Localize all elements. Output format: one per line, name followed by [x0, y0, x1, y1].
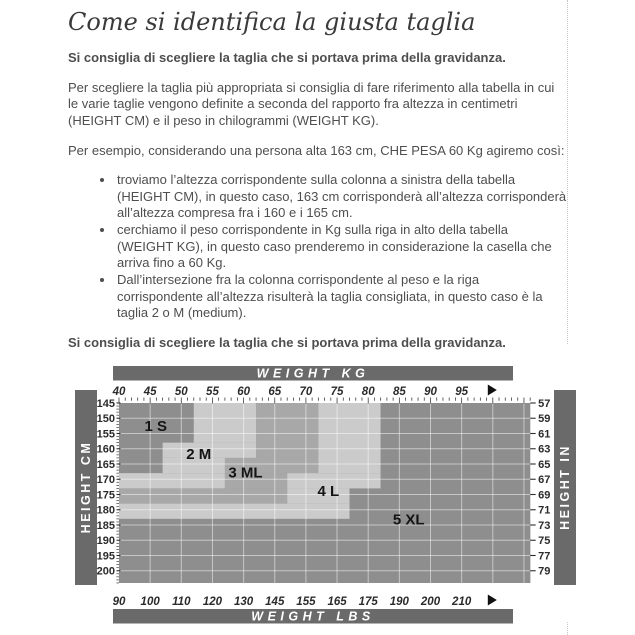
size-label-4L: 4 L: [317, 482, 340, 500]
height-in-tick-label: 69: [538, 489, 551, 502]
size-region-2M: [194, 403, 256, 443]
height-in-tick-label: 57: [538, 397, 551, 410]
weight-lbs-tick-label: 155: [296, 596, 316, 608]
height-cm-tick-label: 200: [96, 565, 115, 578]
intro-paragraph: Per scegliere la taglia più appropriata si consiglia di fare riferimento alla tabella in cui le varie taglie vengono definite a seconda del rapporto fra altezza in centimetri (HEIGHT CM) e il peso in chilogrammi (WEIGHT KG).: [68, 79, 555, 128]
weight-lbs-tick-label: 165: [327, 596, 347, 608]
height-in-tick-label: 75: [538, 535, 551, 548]
weight-kg-tick-label: 40: [112, 386, 126, 398]
list-item: • cerchiamo il peso corrispondente in Kg sulla riga in alto della tabella (WEIGHT KG), in questo caso prenderemo in considerazione la casella che arriva fino a 60 Kg.: [115, 222, 567, 272]
page-title: Come si identifica la giusta taglia: [68, 8, 476, 36]
height-in-tick-label: 71: [538, 504, 551, 517]
weight-lbs-tick-label: 100: [140, 596, 160, 608]
size-region-1S: [119, 443, 163, 474]
weight-kg-tick-label: 60: [237, 386, 250, 398]
height-in-tick-label: 59: [538, 413, 551, 426]
height-in-tick-label: 79: [538, 565, 551, 578]
arrow-right-icon: [488, 385, 497, 396]
size-region-4L: [318, 403, 380, 473]
height-cm-side-label: HEIGHT CM: [79, 440, 93, 534]
size-label-2M: 2 M: [186, 446, 212, 464]
height-in-side-label: HEIGHT IN: [558, 444, 572, 530]
size-chart-svg: [70, 360, 582, 632]
weight-lbs-tick-label: 175: [358, 596, 378, 608]
height-in-tick-label: 67: [538, 474, 551, 487]
height-in-tick-label: 77: [538, 550, 551, 563]
weight-lbs-tick-label: 110: [172, 596, 191, 608]
size-region-3ML: [256, 403, 318, 458]
height-cm-tick-label: 155: [96, 428, 115, 441]
example-paragraph: Per esempio, considerando una persona alta 163 cm, CHE PESA 60 Kg agiremo così:: [68, 142, 565, 158]
weight-kg-tick-label: 90: [424, 386, 437, 398]
height-cm-tick-label: 195: [96, 550, 115, 563]
weight-lbs-tick-label: 130: [234, 596, 254, 608]
weight-kg-header-label: WEIGHT KG: [256, 366, 370, 381]
height-cm-tick-label: 190: [96, 535, 115, 548]
size-label-5XL: 5 XL: [392, 511, 425, 529]
height-cm-tick-label: 145: [96, 397, 115, 410]
text-column: [68, 4, 567, 364]
weight-lbs-tick-label: 120: [202, 596, 223, 608]
height-cm-tick-label: 160: [96, 443, 115, 456]
advice-paragraph-repeat: Si consiglia di scegliere la taglia che si portava prima della gravidanza.: [68, 334, 506, 350]
weight-lbs-tick-label: 210: [452, 596, 472, 608]
weight-kg-tick-label: 65: [268, 386, 282, 398]
weight-kg-tick-label: 50: [174, 386, 188, 398]
list-item: • Dall’intersezione fra la colonna corrispondente al peso e la riga corrispondente all’altezza risulterà la taglia consigliata, in questo caso è la taglia 2 o M (medium).: [115, 272, 567, 322]
height-cm-tick-label: 170: [96, 474, 115, 487]
instruction-list: [68, 172, 567, 322]
arrow-right-icon: [488, 595, 497, 606]
size-region-2M: [119, 473, 225, 488]
weight-lbs-tick-label: 190: [389, 596, 409, 608]
weight-kg-tick-label: 45: [143, 386, 157, 398]
weight-lbs-tick-label: 145: [265, 596, 285, 608]
height-cm-tick-label: 180: [96, 504, 115, 517]
height-cm-tick-label: 185: [96, 519, 115, 532]
weight-kg-tick-label: 70: [299, 386, 313, 398]
weight-kg-tick-label: 80: [361, 386, 375, 398]
size-region-5XL: [119, 519, 530, 583]
weight-kg-tick-label: 75: [330, 386, 344, 398]
height-cm-tick-label: 175: [96, 489, 115, 502]
weight-kg-tick-label: 85: [392, 386, 406, 398]
list-item: • troviamo l’altezza corrispondente sulla colonna a sinistra della tabella (HEIGHT CM), in questo caso, 163 cm corrisponderà all’altezza corrisponderà all’altezza compresa fra i 160 e i 165 cm.: [115, 172, 567, 222]
height-in-tick-label: 63: [538, 443, 551, 456]
size-label-3ML: 3 ML: [228, 464, 263, 482]
weight-lbs-tick-label: 200: [420, 596, 441, 608]
cell-border-dotted: [567, 0, 568, 344]
weight-lbs-tick-label: 90: [112, 596, 126, 608]
height-in-tick-label: 61: [538, 428, 551, 441]
weight-kg-tick-label: 95: [455, 386, 469, 398]
advice-paragraph: Si consiglia di scegliere la taglia che si portava prima della gravidanza.: [68, 50, 506, 65]
height-in-tick-label: 73: [538, 519, 551, 532]
height-in-tick-label: 65: [538, 458, 551, 471]
size-chart: [70, 360, 582, 632]
size-label-1S: 1 S: [144, 417, 168, 435]
size-region-4L: [119, 504, 350, 519]
weight-lbs-footer-label: WEIGHT LBS: [251, 609, 375, 624]
height-cm-tick-label: 165: [96, 458, 115, 471]
height-cm-tick-label: 150: [96, 413, 115, 426]
size-region-3ML: [119, 488, 287, 503]
weight-kg-tick-label: 55: [206, 386, 219, 398]
